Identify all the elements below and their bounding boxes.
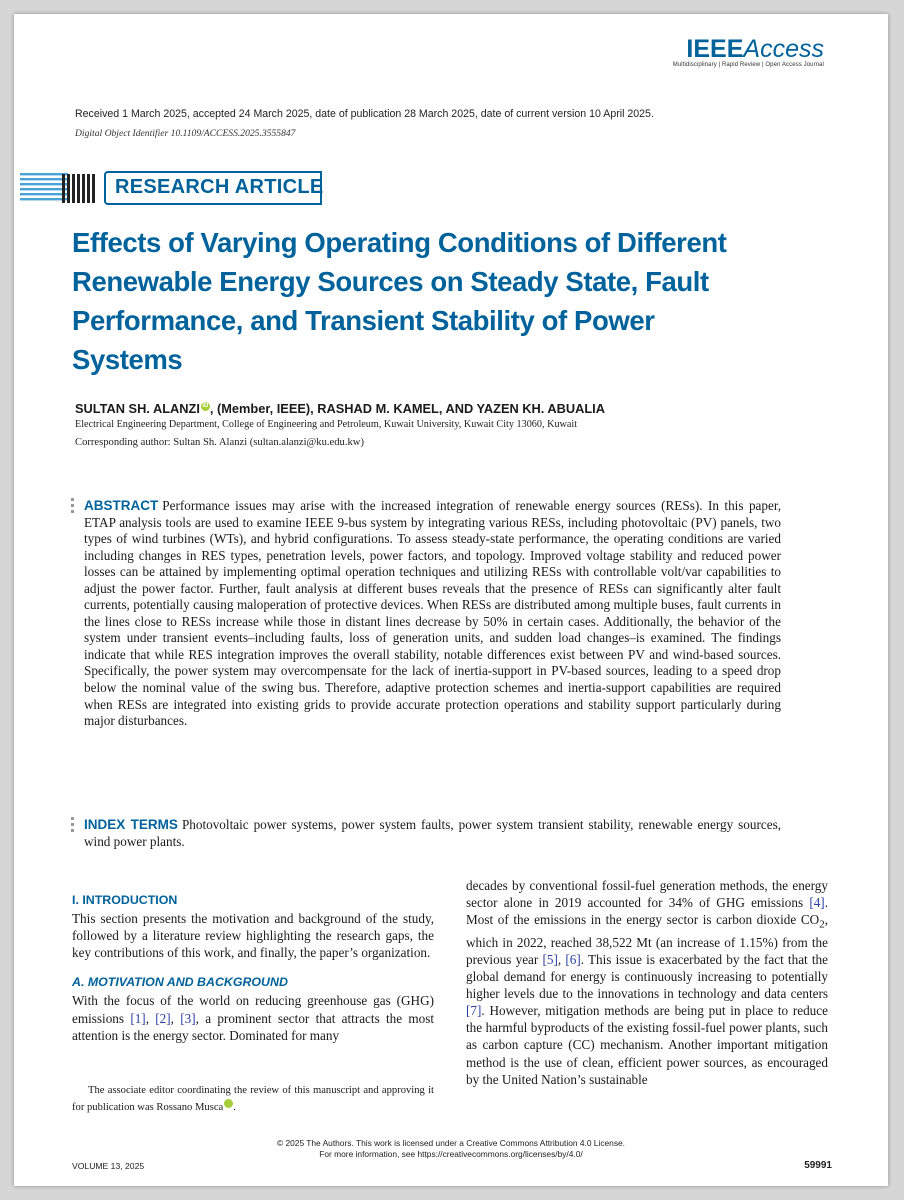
abstract-text: Performance issues may arise with the increased integration of renewable energy sources (RESs). In this paper, ETAP analysis tools are used to examine IEEE 9-bus system by integrating various RESs, including photovoltaic (PV) panels, two types of wind turbines (WTs), and hybrid configurations. To assess steady-state performance, the operating conditions are varied including changes in RES types, penetration levels, power factors, and topology. Improved voltage stability and reduced power losses can be attained by implementing optimal operation techniques and utilizing RESs with controllable volt/var capabilities to adjust the power factor. Further, fault analysis at different buses reveals that the presence of RESs can significantly alter fault currents, potentially causing maloperation of protective devices. When RESs are distributed among multiple buses, fault currents in the lines close to RESs increase while those in distant lines decrease by 50% in certain cases. Additionally, the behavior of the system under transient events–including faults, loss of generation units, and sudden load changes–is examined. The findings indicate that while RES integration improves the overall stability, notable differences exist between PV and wind-based sources. Specifically, the power system may overcompensate for the lack of inertia-support in PV-based sources, leading to a speed drop below the nominal value of the swing bus. Therefore, adaptive protection schemes and inertia-support capabilities are required when RESs are integrated into existing grids to provide accurate protection operations and stability support particularly during major disturbances. (84, 498, 781, 729)
journal-logo (673, 36, 824, 68)
editor-footnote: The associate editor coordinating the review of this manuscript and approving it for publication was Rossano Musca iD. (72, 1085, 434, 1113)
abstract-marker (71, 498, 74, 516)
citation-link[interactable]: [7] (466, 1003, 482, 1019)
text-run: , a prominent sector that attracts the most attention is the energy sector. Dominated for many (72, 1010, 435, 1043)
text-run: decades by conventional fossil-fuel generation methods, the energy sector alone in 2019 accounted for 34% of GHG emissions (466, 878, 828, 911)
logo-access: Access (743, 35, 824, 63)
left-column (72, 892, 434, 1044)
section-heading-introduction: I. INTRODUCTION (72, 893, 178, 907)
text-run: . Most of the emissions in the energy sector is carbon dioxide CO (466, 895, 828, 928)
citation-link[interactable]: [2] (155, 1010, 171, 1026)
orcid-icon[interactable]: iD (224, 1099, 233, 1108)
page-number: 59991 (804, 1160, 832, 1171)
text-run: . This issue is exacerbated by the fact that the global demand for energy is continuously increasing to potentially higher levels due to the innovations in technology and data centers (466, 952, 829, 1002)
license-footer (14, 1138, 888, 1160)
volume-label: VOLUME 13, 2025 (72, 1161, 145, 1171)
banner-bars (62, 174, 96, 203)
publication-history: Received 1 March 2025, accepted 24 March 2025, date of publication 28 March 2025, date of current version 10 April 2025. (75, 108, 654, 120)
doi: Digital Object Identifier 10.1109/ACCESS.2025.3555847 (75, 128, 296, 139)
paper-title: Effects of Varying Operating Conditions of Different Renewable Energy Sources on Steady State, Fault Performance, and Transient Stability of Power Systems (72, 227, 727, 375)
subsection-heading-motivation: A. MOTIVATION AND BACKGROUND (72, 975, 288, 990)
affiliation: Electrical Engineering Department, College of Engineering and Petroleum, Kuwait University, Kuwait City 13060, Kuwait (75, 419, 578, 430)
first-author: SULTAN SH. ALANZI (75, 401, 200, 416)
abstract (84, 498, 781, 730)
citation-link[interactable]: [5] (542, 952, 558, 968)
right-column: decades by conventional fossil-fuel generation methods, the energy sector alone in 2019 accounted for 34% of GHG emissions [4]. Most of the emissions in the energy sector is carbon dioxide $CO_2$, which in 2022, reached 38,522 Mt (an increase of 1.15%) from the previous year [5], [6]. This issue is exacerbated by the fact that the global demand for energy is continuously increasing to potentially higher levels due to the innovations in technology and data centers [7]. However, mitigation methods are being put in place to reduce the harmful byproducts of the existing fossil-fuel power plants, such as carbon capture (CC) mechanism. Another important mitigation method is the use of clean, efficient power sources, as encouraged by the United Nation’s sustainable (466, 878, 829, 1087)
article-type-label: RESEARCH ARTICLE (115, 176, 324, 198)
citation-link[interactable]: [4] (809, 895, 825, 911)
co2-subscript: 2 (819, 918, 825, 931)
text-run: . However, mitigation methods are being put in place to reduce the harmful byproducts of the existing fossil-fuel power plants, such as carbon capture (CC) mechanism. Another important mitigation method is the use of clean, efficient power sources, as encouraged by the United Nation’s sustainable (466, 1003, 828, 1087)
license-link[interactable]: For more information, see https://creativecommons.org/licenses/by/4.0/ (319, 1149, 583, 1159)
intro-paragraph: This section presents the motivation and background of the study, followed by a literature review highlighting the research gaps, the key contributions of this work, and finally, the paper’s organization. (72, 911, 434, 961)
citation-link[interactable]: [6] (565, 952, 581, 968)
banner-stripes (20, 171, 68, 205)
other-authors: , (Member, IEEE), RASHAD M. KAMEL, AND YAZEN KH. ABUALIA (209, 401, 605, 416)
paper-page (14, 14, 888, 1186)
index-terms (84, 817, 781, 850)
orcid-icon[interactable]: iD (202, 403, 209, 409)
index-terms-text: Photovoltaic power systems, power system faults, power system transient stability, renewable energy sources, wind power plants. (84, 817, 781, 849)
corresponding-author: Corresponding author: Sultan Sh. Alanzi (sultan.alanzi@ku.edu.kw) (75, 437, 364, 448)
citation-link[interactable]: [1] (130, 1010, 146, 1026)
index-terms-label: INDEX TERMS (84, 817, 178, 832)
license-text: © 2025 The Authors. This work is licensed under a Creative Commons Attribution 4.0 License. (276, 1138, 626, 1148)
journal-tagline: Multidisciplinary | Rapid Review | Open Access Journal (672, 62, 824, 68)
index-terms-marker (71, 817, 74, 835)
footnote-text: The associate editor coordinating the review of this manuscript and approving it for publication was Rossano Musca (72, 1085, 434, 1113)
text-run: , which in 2022, reached 38,522 Mt (an increase of 1.15%) from the previous year (466, 912, 828, 968)
article-type-banner (104, 171, 322, 205)
abstract-label: ABSTRACT (84, 498, 159, 513)
author-list (75, 401, 605, 416)
text-run: With the focus of the world on reducing greenhouse gas (GHG) emissions (72, 993, 434, 1026)
citation-link[interactable]: [3] (180, 1010, 196, 1026)
logo-ieee: IEEE (686, 35, 744, 63)
motivation-paragraph: With the focus of the world on reducing greenhouse gas (GHG) emissions [1], [2], [3], a prominent sector that attracts the most attention is the energy sector. Dominated for many (72, 993, 435, 1043)
